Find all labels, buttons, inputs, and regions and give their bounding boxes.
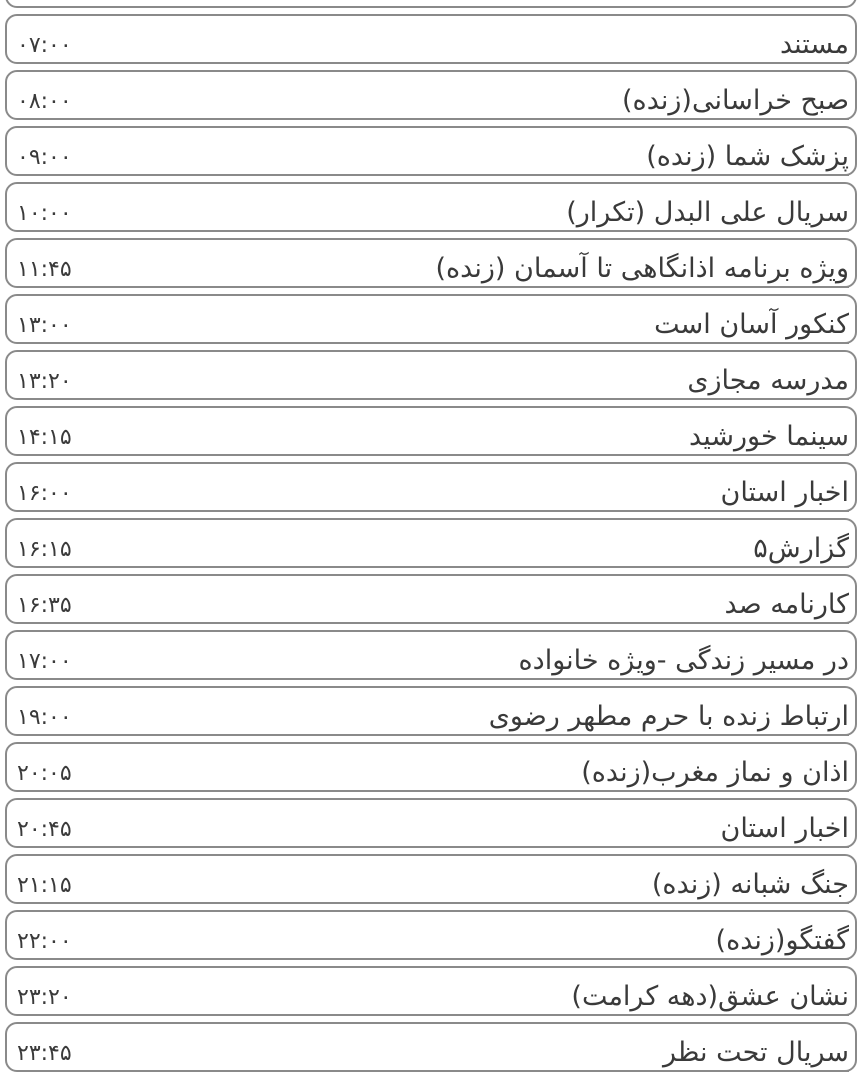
- program-time: ۱۴:۱۵: [17, 425, 72, 450]
- schedule-row[interactable]: [5, 742, 857, 792]
- schedule-row[interactable]: [5, 518, 857, 568]
- schedule-row[interactable]: [5, 350, 857, 400]
- schedule-row[interactable]: [5, 14, 857, 64]
- program-time: ۱۹:۰۰: [17, 705, 72, 730]
- program-title: گفتگو(زنده): [714, 924, 849, 960]
- schedule-row[interactable]: [5, 294, 857, 344]
- program-time: ۱۷:۰۰: [17, 649, 72, 674]
- program-time: ۰۸:۰۰: [17, 89, 72, 114]
- program-time: ۰۹:۰۰: [17, 145, 72, 170]
- program-title: سریال تحت نظر: [661, 1036, 849, 1072]
- schedule-row[interactable]: [5, 574, 857, 624]
- program-title: گزارش۵: [751, 532, 849, 568]
- program-title: اخبار استان: [718, 476, 849, 512]
- schedule-row[interactable]: [5, 630, 857, 680]
- schedule-row[interactable]: [5, 406, 857, 456]
- schedule-row[interactable]: [5, 910, 857, 960]
- program-time: ۱۳:۰۰: [17, 313, 72, 338]
- schedule-row[interactable]: [5, 462, 857, 512]
- program-time: ۲۳:۴۵: [17, 1041, 72, 1066]
- program-title: سینما خورشید: [687, 420, 849, 456]
- program-time: ۱۱:۴۵: [17, 257, 72, 282]
- program-title: نشان عشق(دهه کرامت): [569, 980, 849, 1016]
- schedule-row[interactable]: [5, 854, 857, 904]
- schedule-row[interactable]: [5, 798, 857, 848]
- program-title: در مسیر زندگی -ویژه خانواده: [517, 644, 849, 680]
- program-title: مستند: [778, 28, 849, 64]
- program-title: جنگ شبانه (زنده): [650, 868, 849, 904]
- program-time: ۰۷:۰۰: [17, 33, 72, 58]
- program-time: ۱۶:۳۵: [17, 593, 72, 618]
- program-title: پزشک شما (زنده): [644, 140, 849, 176]
- schedule-row[interactable]: [5, 1022, 857, 1072]
- program-title: کارنامه صد: [723, 588, 849, 624]
- partial-previous-row: [5, 0, 857, 8]
- program-time: ۲۱:۱۵: [17, 873, 72, 898]
- program-time: ۲۲:۰۰: [17, 929, 72, 954]
- program-time: ۲۰:۴۵: [17, 817, 72, 842]
- program-title: اخبار استان: [718, 812, 849, 848]
- program-time: ۱۶:۰۰: [17, 481, 72, 506]
- program-time: ۱۰:۰۰: [17, 201, 72, 226]
- schedule-row[interactable]: [5, 70, 857, 120]
- schedule-row[interactable]: [5, 686, 857, 736]
- program-title: ویژه برنامه اذانگاهی تا آسمان (زنده): [434, 252, 850, 288]
- program-title: کنکور آسان است: [652, 308, 849, 344]
- program-time: ۲۳:۲۰: [17, 985, 72, 1010]
- program-time: ۱۳:۲۰: [17, 369, 72, 394]
- schedule-row[interactable]: [5, 126, 857, 176]
- program-title: ارتباط زنده با حرم مطهر رضوی: [487, 700, 849, 736]
- program-title: صبح خراسانی(زنده): [620, 84, 849, 120]
- schedule-row[interactable]: [5, 238, 857, 288]
- schedule-row[interactable]: [5, 966, 857, 1016]
- program-time: ۲۰:۰۵: [17, 761, 72, 786]
- program-title: اذان و نماز مغرب(زنده): [579, 756, 849, 792]
- schedule-row[interactable]: [5, 182, 857, 232]
- program-title: سریال علی البدل (تکرار): [564, 196, 849, 232]
- program-title: مدرسه مجازی: [685, 364, 849, 400]
- program-time: ۱۶:۱۵: [17, 537, 72, 562]
